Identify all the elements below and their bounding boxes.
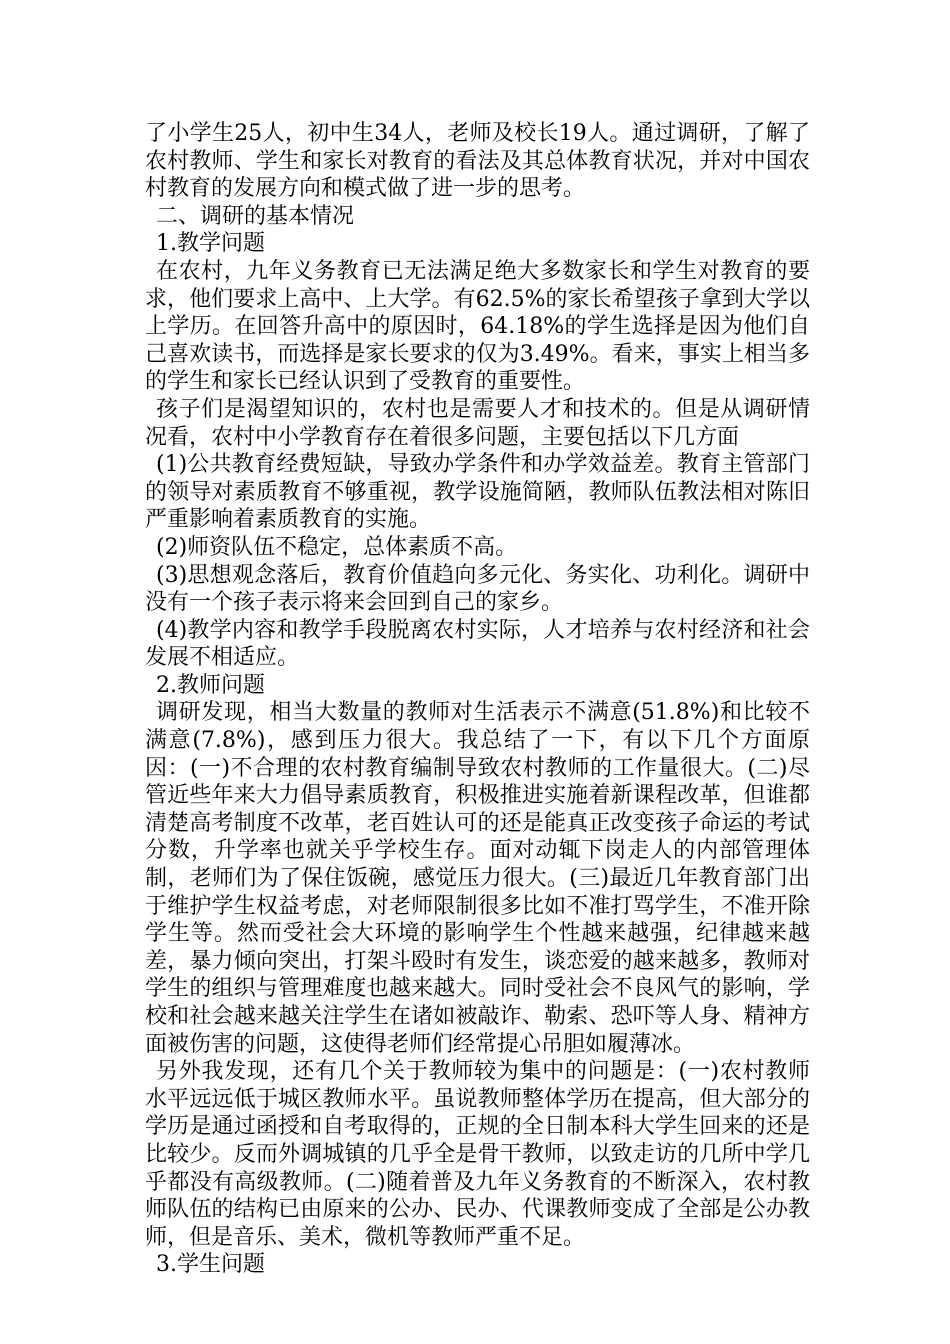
paragraph-teacher-pressure: 调研发现，相当大数量的教师对生活表示不满意(51.8%)和比较不满意(7.8%)，感到压力很大。我总结了一下，有以下几个方面原因：(一)不合理的农村教育编制导致农村教师的工作量很大。(二)尽管近些年来大力倡导素质教育，积极推进实施着新课程改革，但谁都清楚高考制度不改革，老百姓认可的还是能真正改变孩子命运的考试分数，升学率也就关乎学校生存。面对动辄下岗走人的内部管理体制，老师们为了保住饭碗，感觉压力很大。(三)最近几年教育部门出于维护学生权益考虑，对老师限制很多比如不准打骂学生，不准开除学生等。然而受社会大环境的影响学生个性越来越强，纪律越来越差，暴力倾向突出，打架斗殴时有发生，谈恋爱的越来越多，教师对学生的组织与管理难度也越来越大。同时受社会不良风气的影响，学校和社会越来越关注学生在诸如被敲诈、勒索、恐吓等人身、精神方面被伤害的问题，这使得老师们经常提心吊胆如履薄冰。 bbox=[145, 700, 810, 1057]
subheading-teaching-problems: 1.教学问题 bbox=[156, 231, 265, 257]
paragraph-education-demand: 在农村，九年义务教育已无法满足绝大多数家长和学生对教育的要求，他们要求上高中、上大学。有62.5%的家长希望孩子拿到大学以上学历。在回答升高中的原因时，64.18%的学生选择是因为他们自己喜欢读书，而选择是家长要求的仅为3.49%。看来，事实上相当多的学生和家长已经认识到了受教育的重要性。 bbox=[145, 258, 810, 395]
list-item-funding: (1)公共教育经费短缺，导致办学条件和办学效益差。教育主管部门的领导对素质教育不够重视，教学设施简陋，教师队伍教法相对陈旧严重影响着素质教育的实施。 bbox=[145, 452, 810, 533]
paragraph-intro-continuation: 了小学生25人，初中生34人，老师及校长19人。通过调研，了解了农村教师、学生和家长对教育的看法及其总体教育状况，并对中国农村教育的发展方向和模式做了进一步的思考。 bbox=[145, 121, 811, 202]
list-item-teacher-stability: (2)师资队伍不稳定，总体素质不高。 bbox=[156, 534, 518, 560]
list-item-values: (3)思想观念落后，教育价值趋向多元化、务实化、功利化。调研中没有一个孩子表示将来会回到自己的家乡。 bbox=[145, 562, 810, 616]
section-heading-basic-situation: 二、调研的基本情况 bbox=[156, 203, 355, 229]
document-body bbox=[145, 120, 810, 1279]
subheading-student-problems: 3.学生问题 bbox=[156, 1252, 265, 1278]
subheading-teacher-problems: 2.教师问题 bbox=[156, 672, 265, 698]
list-item-curriculum: (4)教学内容和教学手段脱离农村实际，人才培养与农村经济和社会发展不相适应。 bbox=[145, 617, 810, 671]
paragraph-teacher-issues: 另外我发现，还有几个关于教师较为集中的问题是：(一)农村教师水平远远低于城区教师水平。虽说教师整体学历在提高，但大部分的学历是通过函授和自考取得的，正规的全日制本科大学生回来的还是比较少。反而外调城镇的几乎全是骨干教师，以致走访的几所中学几乎都没有高级教师。(二)随着普及九年义务教育的不断深入，农村教师队伍的结构已由原来的公办、民办、代课教师变成了全部是公办教师，但是音乐、美术，微机等教师严重不足。 bbox=[145, 1059, 810, 1250]
paragraph-problems-intro: 孩子们是渴望知识的，农村也是需要人才和技术的。但是从调研情况看，农村中小学教育存在着很多问题，主要包括以下几方面 bbox=[145, 396, 810, 450]
